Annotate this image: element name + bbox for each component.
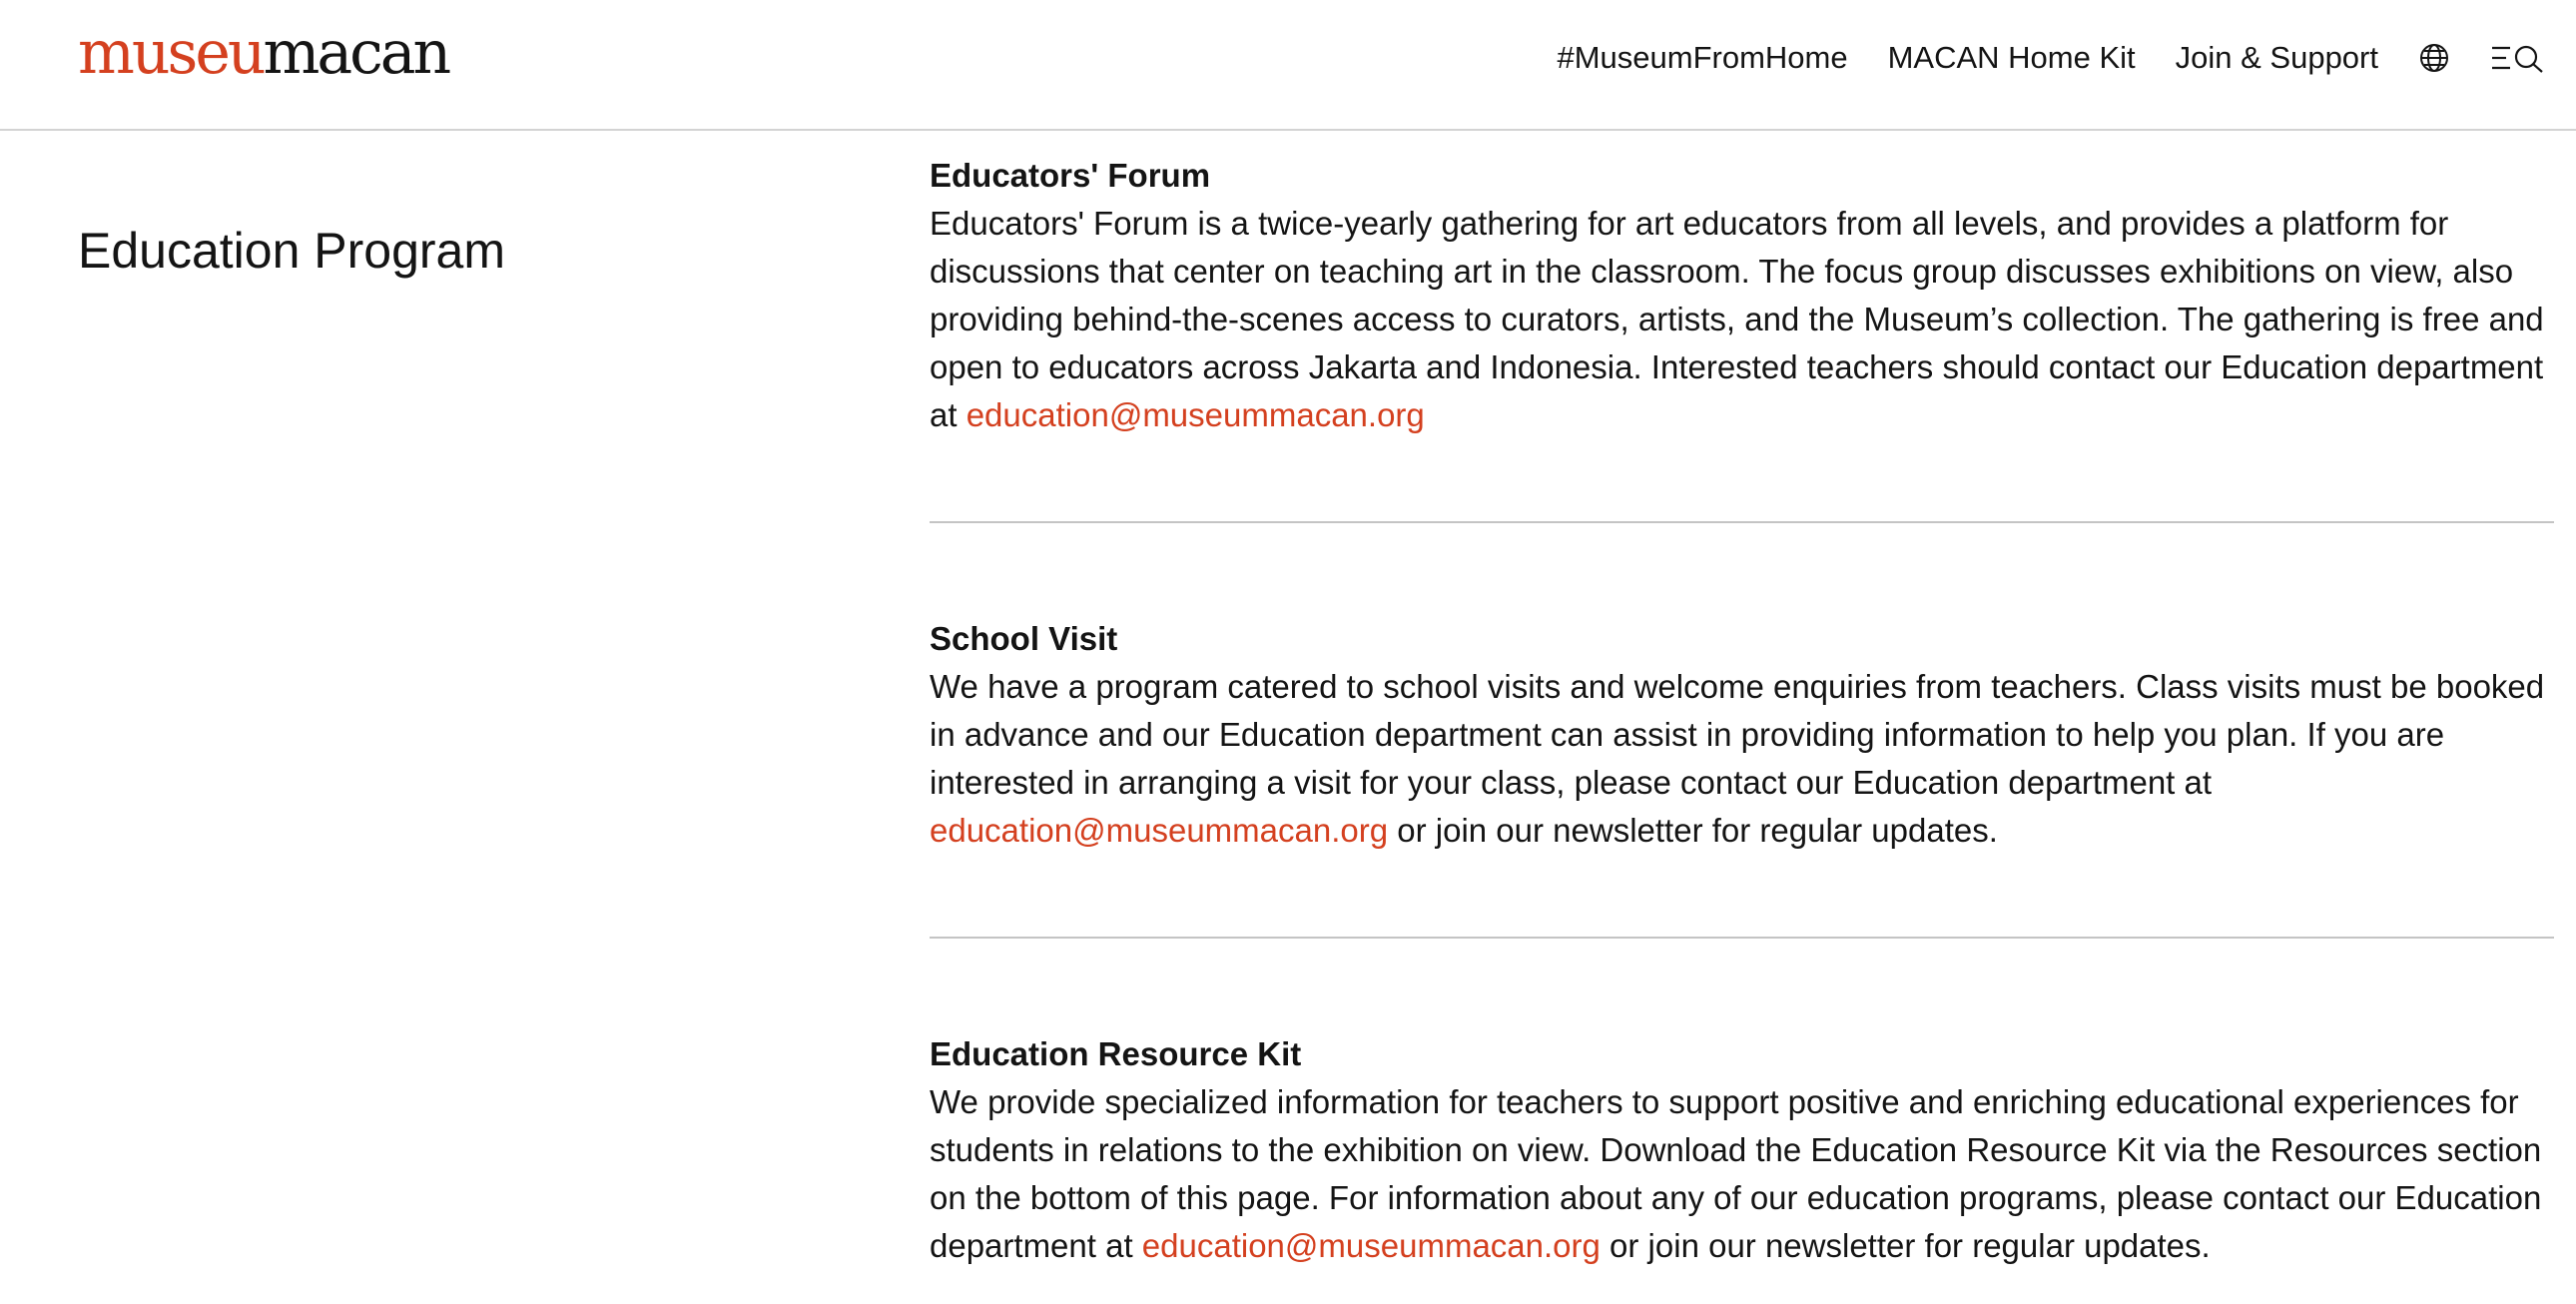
main-nav	[1517, 28, 2546, 88]
body-text-after: or join our newsletter for regular updates.	[1388, 812, 1998, 849]
body-text: We have a program catered to school visits and welcome enquiries from teachers. Class visits must be booked in advance and our Education department can assist in providing information to help you plan. If you are interested in arranging a visit for your class, please contact our Education department at	[930, 668, 2545, 801]
nav-join-support[interactable]: Join & Support	[2175, 40, 2378, 75]
body-text: Educators' Forum is a twice-yearly gathering for art educators from all levels, and provides a platform for discussions that center on teaching art in the classroom. The focus group discusses exhibitions on view, also providing behind-the-scenes access to curators, artists, and the Museum’s collection. The gathering is free and open to educators across Jakarta and Indonesia. Interested teachers should contact our Education department at	[930, 205, 2544, 433]
email-link[interactable]: education@museummacan.org	[1141, 1227, 1601, 1264]
email-link[interactable]: education@museummacan.org	[930, 812, 1389, 849]
section-divider	[930, 521, 2554, 523]
site-header	[0, 0, 2576, 131]
section-divider	[930, 937, 2554, 939]
nav-macan-home-kit[interactable]: MACAN Home Kit	[1887, 40, 2136, 75]
globe-icon[interactable]	[2418, 42, 2450, 74]
section-body	[930, 200, 2554, 439]
main-content	[930, 152, 2554, 1270]
section-body	[930, 663, 2554, 855]
section-title: School Visit	[930, 620, 1118, 657]
section-education-resource-kit	[930, 1030, 2554, 1270]
page-title: Education Program	[78, 223, 506, 279]
section-educators-forum	[930, 152, 2554, 439]
section-title: Education Resource Kit	[930, 1035, 1302, 1072]
menu-search-icon[interactable]	[2490, 42, 2546, 74]
logo-part-2: macan	[263, 18, 449, 88]
body-text-after: or join our newsletter for regular updates.	[1600, 1227, 2211, 1264]
section-school-visit	[930, 615, 2554, 855]
section-title: Educators' Forum	[930, 157, 1211, 194]
logo-part-1: museu	[78, 18, 264, 88]
body-text: We provide specialized information for teachers to support positive and enriching educational experiences for students in relations to the exhibition on view. Download the Education Resource Kit via the Resources section on the bottom of this page. For information about any of our education programs, please contact our Education department at	[930, 1083, 2542, 1264]
nav-museum-from-home[interactable]: #MuseumFromHome	[1557, 40, 1848, 75]
section-body	[930, 1078, 2554, 1270]
email-link[interactable]: education@museummacan.org	[966, 396, 1425, 433]
museum-macan-logo[interactable]	[78, 8, 448, 98]
